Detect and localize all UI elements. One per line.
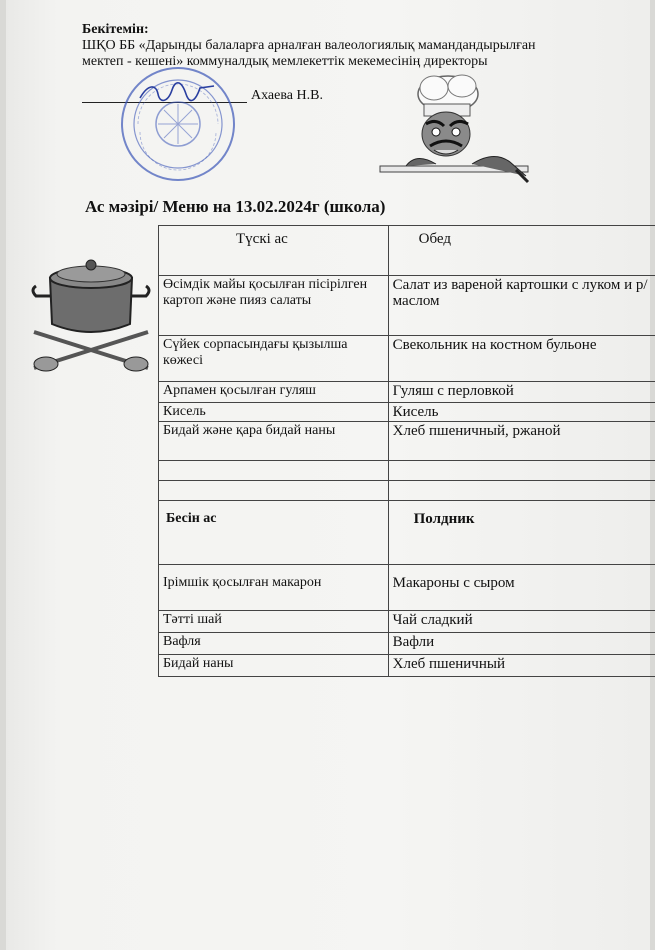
table-row	[159, 336, 655, 382]
dish-ru: Кисель	[388, 403, 655, 422]
snack-header-ru: Полдник	[388, 501, 655, 565]
dish-kz: Арпамен қосылған гуляш	[159, 382, 389, 403]
table-row	[159, 655, 655, 677]
snack-header-kz: Бесін ас	[159, 501, 389, 565]
approval-line-2: мектеп - кешені» коммуналдық мемлекеттік мекемесінің директоры	[82, 54, 488, 69]
dish-ru: Свекольник на костном бульоне	[388, 336, 655, 382]
signature-icon	[138, 80, 218, 106]
dish-kz: Кисель	[159, 403, 389, 422]
dish-kz: Сүйек сорпасындағы қызылша көжесі	[159, 336, 389, 382]
table-row	[159, 382, 655, 403]
dish-kz: Бидай және қара бидай наны	[159, 422, 389, 461]
approval-block	[82, 22, 622, 70]
document-page	[6, 0, 650, 950]
table-row	[159, 611, 655, 633]
dish-ru: Хлеб пшеничный, ржаной	[388, 422, 655, 461]
dish-kz: Өсімдік майы қосылған пісірілген картоп және пияз салаты	[159, 276, 389, 336]
lunch-header-row	[159, 226, 655, 276]
lunch-header-kz: Түскі ас	[159, 226, 389, 276]
table-row	[159, 633, 655, 655]
dish-ru: Вафли	[388, 633, 655, 655]
dish-kz: Тәтті шай	[159, 611, 389, 633]
dish-ru: Гуляш с перловкой	[388, 382, 655, 403]
empty-row	[159, 481, 655, 501]
cooking-pot-icon	[26, 240, 156, 380]
dish-ru: Чай сладкий	[388, 611, 655, 633]
menu-table	[158, 225, 655, 677]
signer-name: Ахаева Н.В.	[251, 88, 323, 103]
chef-illustration-icon	[376, 72, 532, 192]
page-title: Ас мәзірі/ Меню на 13.02.2024г (школа)	[85, 197, 386, 216]
dish-kz: Бидай наны	[159, 655, 389, 677]
dish-ru: Хлеб пшеничный	[388, 655, 655, 677]
table-row	[159, 276, 655, 336]
approval-heading: Бекітемін:	[82, 22, 149, 37]
dish-kz: Ірімшік қосылған макарон	[159, 565, 389, 611]
snack-header-row	[159, 501, 655, 565]
dish-ru: Макароны с сыром	[388, 565, 655, 611]
empty-row	[159, 461, 655, 481]
lunch-header-ru: Обед	[388, 226, 655, 276]
approval-line-1: ШҚО ББ «Дарынды балаларға арналған валеологиялық мамандандырылған	[82, 38, 536, 53]
dish-ru: Салат из вареной картошки с луком и р/маслом	[388, 276, 655, 336]
dish-kz: Вафля	[159, 633, 389, 655]
table-row	[159, 403, 655, 422]
table-row	[159, 422, 655, 461]
table-row	[159, 565, 655, 611]
